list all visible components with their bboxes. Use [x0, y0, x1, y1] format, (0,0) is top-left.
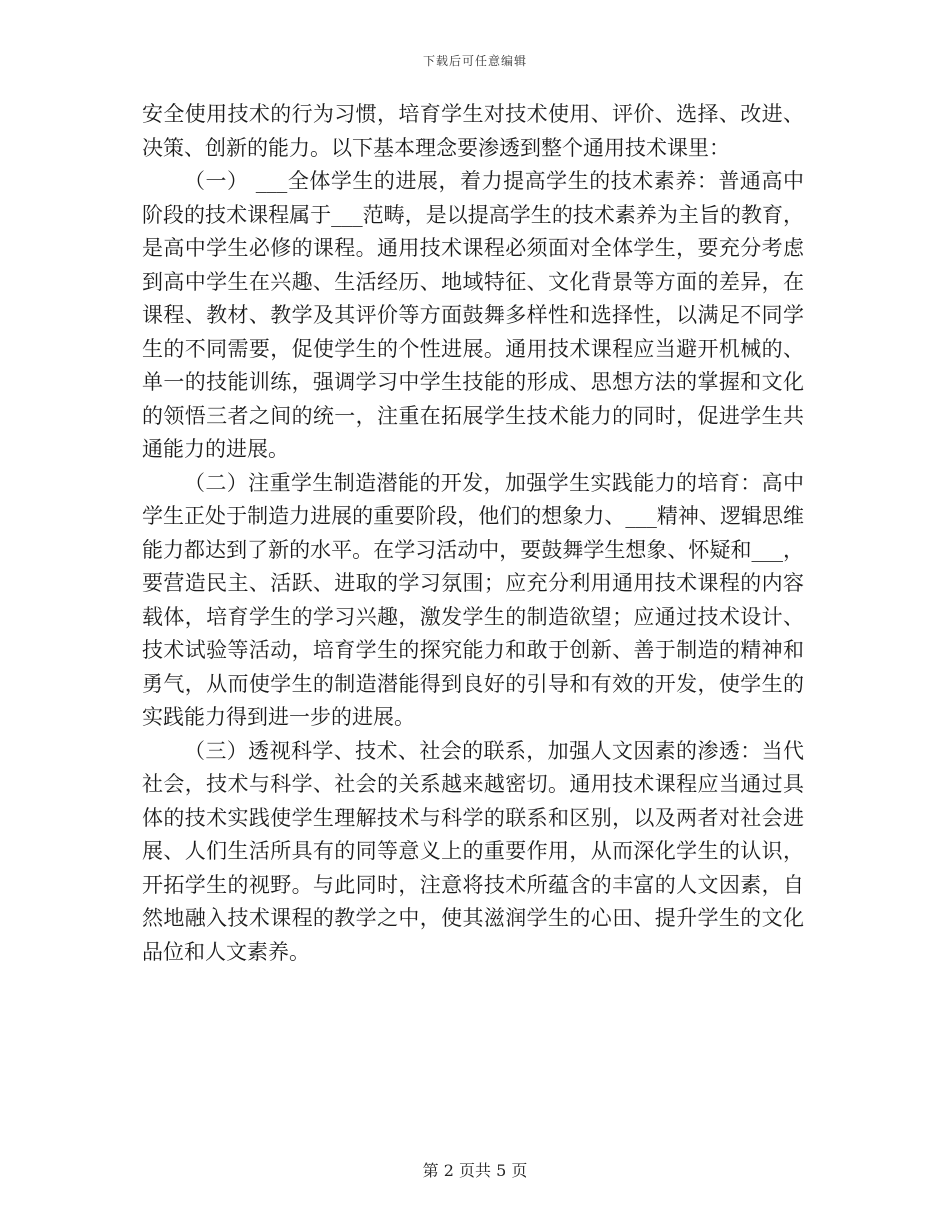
paragraph-section-2: （二）注重学生制造潜能的开发，加强学生实践能力的培育：高中学生正处于制造力进展的重要阶段，他们的想象力、___精神、逻辑思维能力都达到了新的水平。在学习活动中，要鼓舞学生想象、怀疑和___，要营造民主、活跃、进取的学习氛围；应充分利用通用技术课程的内容载体，培育学生的学习兴趣，激发学生的制造欲望；应通过技术设计、技术试验等活动，培育学生的探究能力和敢于创新、善于制造的精神和勇气，从而使学生的制造潜能得到良好的引导和有效的开发，使学生的实践能力得到进一步的进展。 — [142, 470, 804, 729]
page-header: 下载后可任意编辑 — [422, 54, 527, 68]
paragraph-continuation: 安全使用技术的行为习惯，培育学生对技术使用、评价、选择、改进、决策、创新的能力。以下基本理念要渗透到整个通用技术课里： — [142, 102, 804, 160]
page-number: 第 2 页共 5 页 — [422, 1161, 528, 1180]
paragraph-section-3: （三）透视科学、技术、社会的联系，加强人文因素的渗透：当代社会，技术与科学、社会的关系越来越密切。通用技术课程应当通过具体的技术实践使学生理解技术与科学的联系和区别，以及两者对社会进展、人们生活所具有的同等意义上的重要作用，从而深化学生的认识，开拓学生的视野。与此同时，注意将技术所蕴含的丰富的人文因素，自然地融入技术课程的教学之中，使其滋润学生的心田、提升学生的文化品位和人文素养。 — [142, 738, 804, 964]
paragraph-section-1: （一） ___全体学生的进展，着力提高学生的技术素养：普通高中阶段的技术课程属于___范畴，是以提高学生的技术素养为主旨的教育，是高中学生必修的课程。通用技术课程必须面对全体学生，要充分考虑到高中学生在兴趣、生活经历、地域特征、文化背景等方面的差异，在课程、教材、教学及其评价等方面鼓舞多样性和选择性，以满足不同学生的不同需要，促使学生的个性进展。通用技术课程应当避开机械的、单一的技能训练，强调学习中学生技能的形成、思想方法的掌握和文化的领悟三者之间的统一，注重在拓展学生技术能力的同时，促进学生共通能力的进展。 — [142, 169, 804, 461]
document-body — [142, 98, 804, 969]
